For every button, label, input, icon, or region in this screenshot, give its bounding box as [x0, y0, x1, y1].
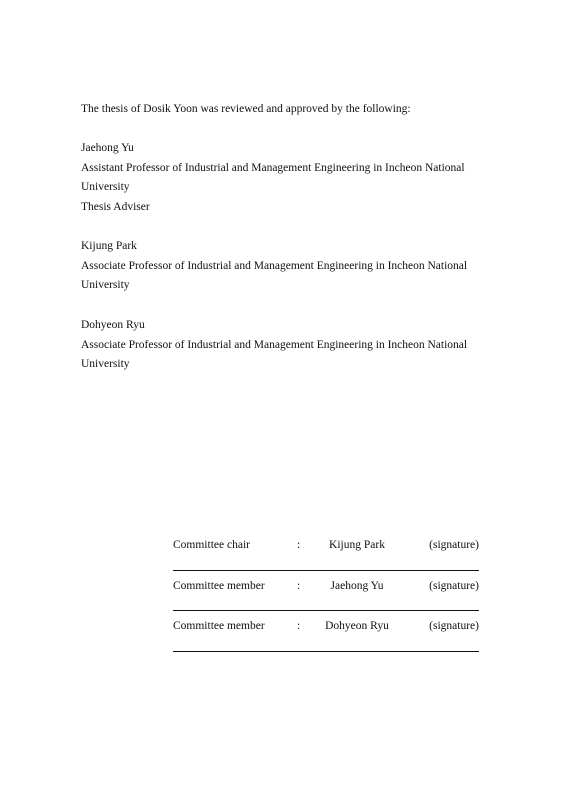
- separator-colon: :: [297, 620, 301, 632]
- separator-colon: :: [297, 539, 301, 551]
- member-title: Associate Professor of Industrial and Management Engineering in Incheon National: [81, 338, 468, 351]
- signature-label: (signature): [429, 539, 479, 551]
- member-title-continued: University: [81, 358, 130, 371]
- separator-colon: :: [297, 579, 301, 592]
- committee-name: Kijung Park: [329, 539, 385, 551]
- signature-row-member: [173, 571, 479, 612]
- signature-table: [173, 530, 479, 652]
- committee-name: Dohyeon Ryu: [325, 620, 389, 632]
- committee-name: Jaehong Yu: [330, 579, 384, 592]
- committee-role: Committee member: [173, 620, 265, 632]
- approval-statement: The thesis of Dosik Yoon was reviewed and approved by the following:: [81, 103, 411, 115]
- committee-member-block: [81, 237, 481, 296]
- signature-label: (signature): [429, 579, 479, 592]
- signature-label: (signature): [429, 620, 479, 632]
- member-title-continued: University: [81, 181, 130, 194]
- member-role: Thesis Adviser: [81, 200, 150, 213]
- committee-member-block: [81, 139, 481, 217]
- signature-row-chair: [173, 530, 479, 571]
- committee-role: Committee chair: [173, 539, 250, 551]
- signature-row-member: [173, 611, 479, 652]
- member-title: Assistant Professor of Industrial and Management Engineering in Incheon National: [81, 161, 465, 174]
- member-name: Dohyeon Ryu: [81, 319, 145, 331]
- committee-member-block: [81, 316, 481, 375]
- member-title: Associate Professor of Industrial and Management Engineering in Incheon National: [81, 259, 468, 272]
- committee-role: Committee member: [173, 579, 265, 592]
- member-title-continued: University: [81, 279, 130, 292]
- member-name: Kijung Park: [81, 240, 137, 252]
- member-name: Jaehong Yu: [81, 142, 134, 154]
